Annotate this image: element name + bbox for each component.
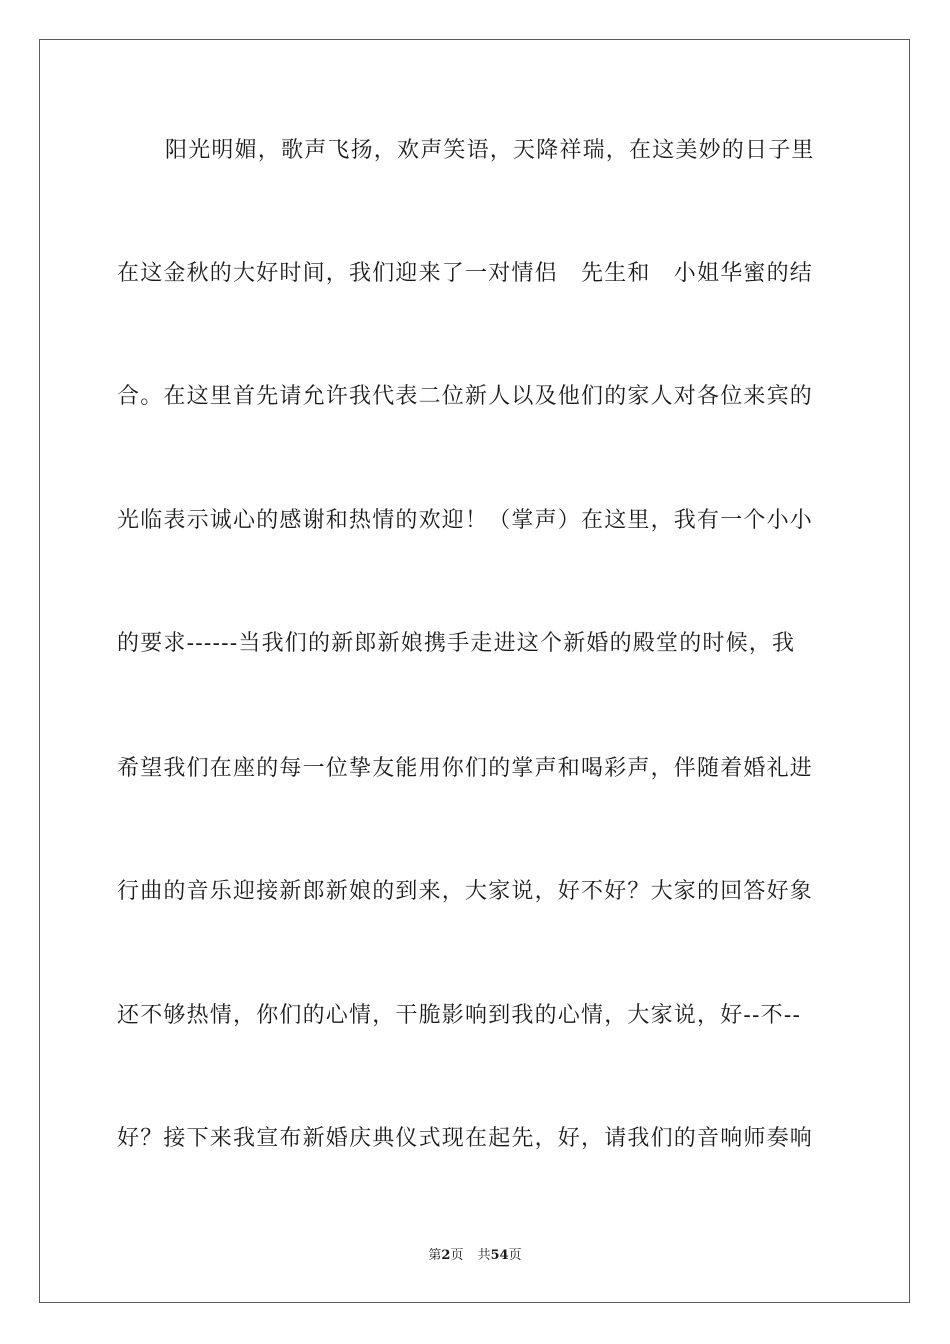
page-suffix: 页 <box>450 1248 464 1263</box>
page-total <box>477 1247 521 1265</box>
paragraph-line-2: 在这金秋的大好时间，我们迎来了一对情侣 先生和 小姐华蜜的结 <box>117 261 814 286</box>
paragraph-line-8: 还不够热情，你们的心情，干脆影响到我的心情，大家说，好--不-- <box>117 1003 802 1028</box>
page-border <box>39 39 910 1303</box>
total-suffix: 页 <box>508 1248 522 1263</box>
page-total-count: 54 <box>490 1248 509 1263</box>
page-current: 2 <box>441 1248 451 1263</box>
paragraph-line-4: 光临表示诚心的感谢和热情的欢迎！（掌声）在这里，我有一个小小 <box>117 508 814 533</box>
paragraph-line-9: 好？接下来我宣布新婚庆典仪式现在起先，好，请我们的音响师奏响 <box>117 1126 814 1151</box>
total-prefix: 共 <box>477 1248 491 1263</box>
paragraph-line-6: 希望我们在座的每一位挚友能用你们的掌声和喝彩声，伴随着婚礼进 <box>117 756 814 781</box>
paragraph-line-1: 阳光明媚，歌声飞扬，欢声笑语，天降祥瑞，在这美妙的日子里 <box>165 138 815 163</box>
paragraph-line-5: 的要求------当我们的新郎新娘携手走进这个新婚的殿堂的时候，我 <box>117 631 796 656</box>
page-number <box>428 1247 463 1265</box>
paragraph-line-7: 行曲的音乐迎接新郎新娘的到来，大家说，好不好？大家的回答好象 <box>117 879 814 904</box>
page-footer <box>0 1247 950 1265</box>
paragraph-line-3: 合。在这里首先请允许我代表二位新人以及他们的家人对各位来宾的 <box>117 384 814 409</box>
page-prefix: 第 <box>428 1248 442 1263</box>
